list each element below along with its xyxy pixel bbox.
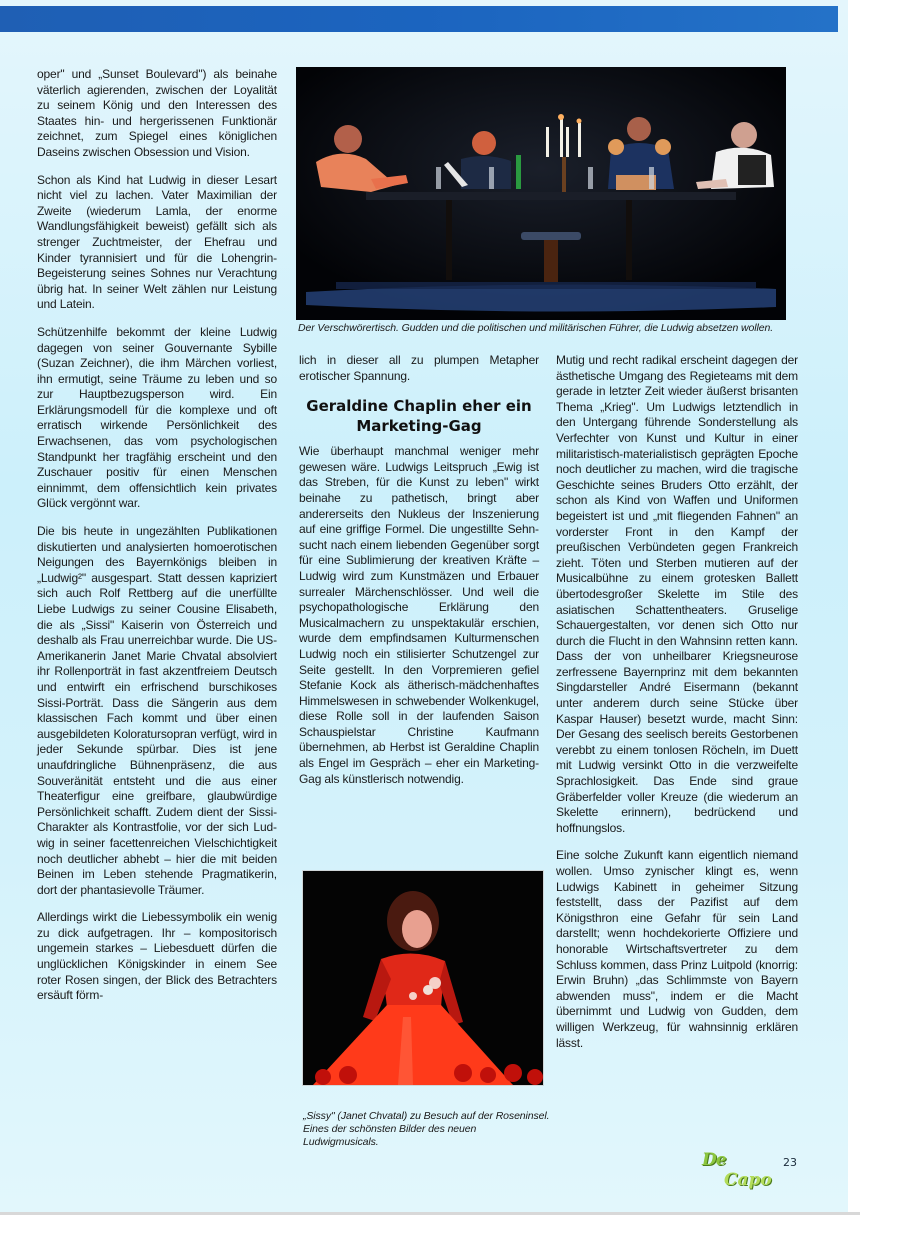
- paragraph: Schon als Kind hat Ludwig in dieser Lesart nicht viel zu lachen. Vater Maximilian der Zweite (wiederum Lamla, der enorme Wandlungsfähigkeit beweist) gefällt sich als strenger Zuchtmeister, der Ehefrau und Kinder tyrannisiert und für die Lohengrin-Begeisterung seines Sohnes nur Verachtung übrig hat. In seiner Welt zählen nur Leistung und Latein.: [37, 172, 277, 312]
- paragraph: lich in dieser all zu plumpen Metapher erotischer Spannung.: [299, 353, 539, 383]
- photo-conspirators-table: [296, 67, 786, 320]
- page-edge-shadow: [0, 1212, 860, 1215]
- header-color-band: [0, 6, 838, 32]
- caption-line: „Sissy" (Janet Chvatal) zu Besuch auf der Roseninsel.: [303, 1110, 550, 1122]
- photo-caption-sissi: [303, 1110, 551, 1149]
- section-subheading: Geraldine Chaplin eher ein Marketing-Gag: [306, 397, 532, 436]
- paragraph: Wie überhaupt manchmal weniger mehr gewesen wäre. Ludwigs Leitspruch „Ewig ist das Streben, für die Kunst zu leben" wirkt beinahe zu pathetisch, bringt aber andererseits den Nukleus der Inszenierung auf eine griffige Formel. Die ungestillte Sehnsucht nach einem liebenden Gegenüber sorgt für eine Sublimierung der kreativen Kräfte – Ludwig wird zum Kunstmäzen und Erbauer surrealer Märchenschlösser. Und weil die psychopathologische Erklärung den Musicalmachern zu unspektakulär erschien, wurde dem empfindsamen Kulturmenschen Ludwig noch ein stilisierter Schutzengel zur Seite gestellt. In den Vorpremieren gefiel Stefanie Kock als ätherisch-mädchenhaftes Himmelswesen in schwebender Wolkenkugel, diese Rolle soll in der laufenden Saison Schauspielstar Christine Kaufmann übernehmen, ab Herbst ist Geraldine Chaplin als Engel im Gespräch – eher ein Marketing-Gag als künstlerisch notwendig.: [299, 444, 539, 786]
- article-column-2: [299, 353, 539, 799]
- photo-caption: Der Verschwörertisch. Gudden und die politischen und militärischen Führer, die Ludwig absetzen wollen.: [298, 322, 774, 334]
- logo-text: Capo: [724, 1170, 772, 1190]
- paragraph: Schützenhilfe bekommt der kleine Ludwig dagegen von seiner Gouvernante Sybille (Suzan Zeichner), die ihm Märchen vorliest, ihn ermutigt, seine Träume zu leben und so zur Hauptbezugsperson wird. Ein Erklärungsmodell für die komplexe und oft erratisch wirkende Persönlichkeit des Erwachsenen, das vom psychologischen Standpunkt her tragfähig erscheint und den Zuschauer positiv für einen Menschen einnimmt, dem offensichtlich kein privates Glück vergönnt war.: [37, 324, 277, 511]
- logo-text: De: [702, 1150, 726, 1170]
- sissi-illustration: [303, 871, 543, 1085]
- paragraph: oper" und „Sunset Boulevard") als beinahe väterlich agierenden, zwischen der Loyalität zu seinem König und den Interessen des Staates hin- und hergerissenen Funktionär zeichnet, zum Spiegel eines königlichen Daseins zwischen Obsession und Vision.: [37, 67, 277, 159]
- paragraph: Allerdings wirkt die Liebessymbolik ein wenig zu dick aufgetragen. Ihr – kompositorisch ungemein starkes – Liebesduett dürfen die unglücklichen Königskinder in einem See roter Rosen singen, der Blick des Betrachters ersäuft förm-: [37, 910, 277, 1003]
- page-number: 23: [783, 1156, 797, 1169]
- stage-scene-illustration: [296, 67, 786, 320]
- caption-line: Eines der schönsten Bilder des neuen Ludwigmusicals.: [303, 1123, 477, 1148]
- magazine-logo: [700, 1150, 780, 1194]
- article-column-3: [556, 353, 798, 1063]
- paragraph: Mutig und recht radikal erscheint dagegen der ästhetische Umgang des Regieteams mit dem gerade in letzter Zeit wieder äußerst brisanten Thema „Krieg". Um Ludwigs letztendlich in den Untergang führende Sonderstellung als Verfechter von Kunst und Kultur in einer militaristisch-materialistisch geprägten Epoche noch deutlicher zu machen, wird die tragische Geschichte seines Bruders Otto erzählt, der schon als Kind von Waffen und Uniformen begeistert ist und „mit fliegenden Fahnen" an vorderster Front in den Kampf der preußischen Verbündeten gegen Frankreich zieht. Töten und Sterben mutieren auf der Musicalbühne zu einem grotesken Ballett übertodesgroßer Skelette im Stile des asiatischen Schattentheaters. Gruselige Schauergestalten, vor denen sich Otto nur durch die Flucht in den Wahnsinn retten kann. Dass der von unheilbarer Kriegsneurose zerfressene Bayernprinz mit dem bekannten Singdarsteller André Eisermann (bekannt unter anderem durch seine Stücke über Kaspar Hauser) besetzt wurde, macht Sinn: Der Gesang des seelisch bereits Gestorbenen verebbt zu einem tonlosen Röcheln, im Duett mit Ludwig versinkt Otto in die verzweifelte Sprachlosigkeit. Das Ende sind graue Gräberfelder voller Kreuze (die wiederum an Skelette erinnern), bedrückend und hoffnungslos.: [556, 353, 798, 835]
- photo-sissi-rose-island: [302, 870, 544, 1086]
- paragraph: Die bis heute in ungezählten Publikationen diskutierten und analysierten homoerotischen Neigungen des Bayernkönigs bleiben in „Ludwig²" ausgespart. Statt dessen kapriziert sich auch Rolf Rettberg auf die unerfüllte Liebe Ludwigs zu seiner Cousine Elisabeth, die als „Sissi" Kaiserin von Österreich und deshalb als Frau unerreichbar wurde. Die US-Amerikanerin Janet Marie Chvatal absolviert ihr Rollenporträt in fast akzentfreiem Deutsch und entwirft ein erfrischend burschikoses Sissi-Porträt. Dass die Sängerin aus dem klassischen Fach kommt und über einen ausgebildeten Koloratursopran verfügt, wird in jeder Sekunde spürbar. Dies ist jene unaufdringliche Bühnenpräsenz, die aus Souveränität entsteht und die aus einer Theaterfigur eine greifbare, glaubwürdige Persönlichkeit schafft. Zudem dient der Sissi-Charakter als Kontrastfolie, vor der sich Ludwig in seiner facettenreichen Vielschichtigkeit noch deutlicher abhebt – hier die mit beiden Beinen im Leben stehende Pragmatikerin, dort der phantasievolle Träumer.: [37, 524, 277, 897]
- paragraph: Eine solche Zukunft kann eigentlich niemand wollen. Umso zynischer klingt es, wenn Ludwigs Kabinett in geheimer Sitzung feststellt, dass der Pazifist auf dem Königsthron eine Gefahr für sein Land darstellt; wenn hochdekorierte Offiziere und honorable Wirtschaftsvertreter zu dem Schluss kommen, dass Prinz Luitpold (knorrig: Erwin Bruhn) „das Schlimmste von Bayern abwenden muss", indem er die Macht übernimmt und Ludwig von Gudden, dem willigen Werkzeug, für wahnsinnig erklären lässt.: [556, 848, 798, 1050]
- article-column-1: [37, 67, 277, 1016]
